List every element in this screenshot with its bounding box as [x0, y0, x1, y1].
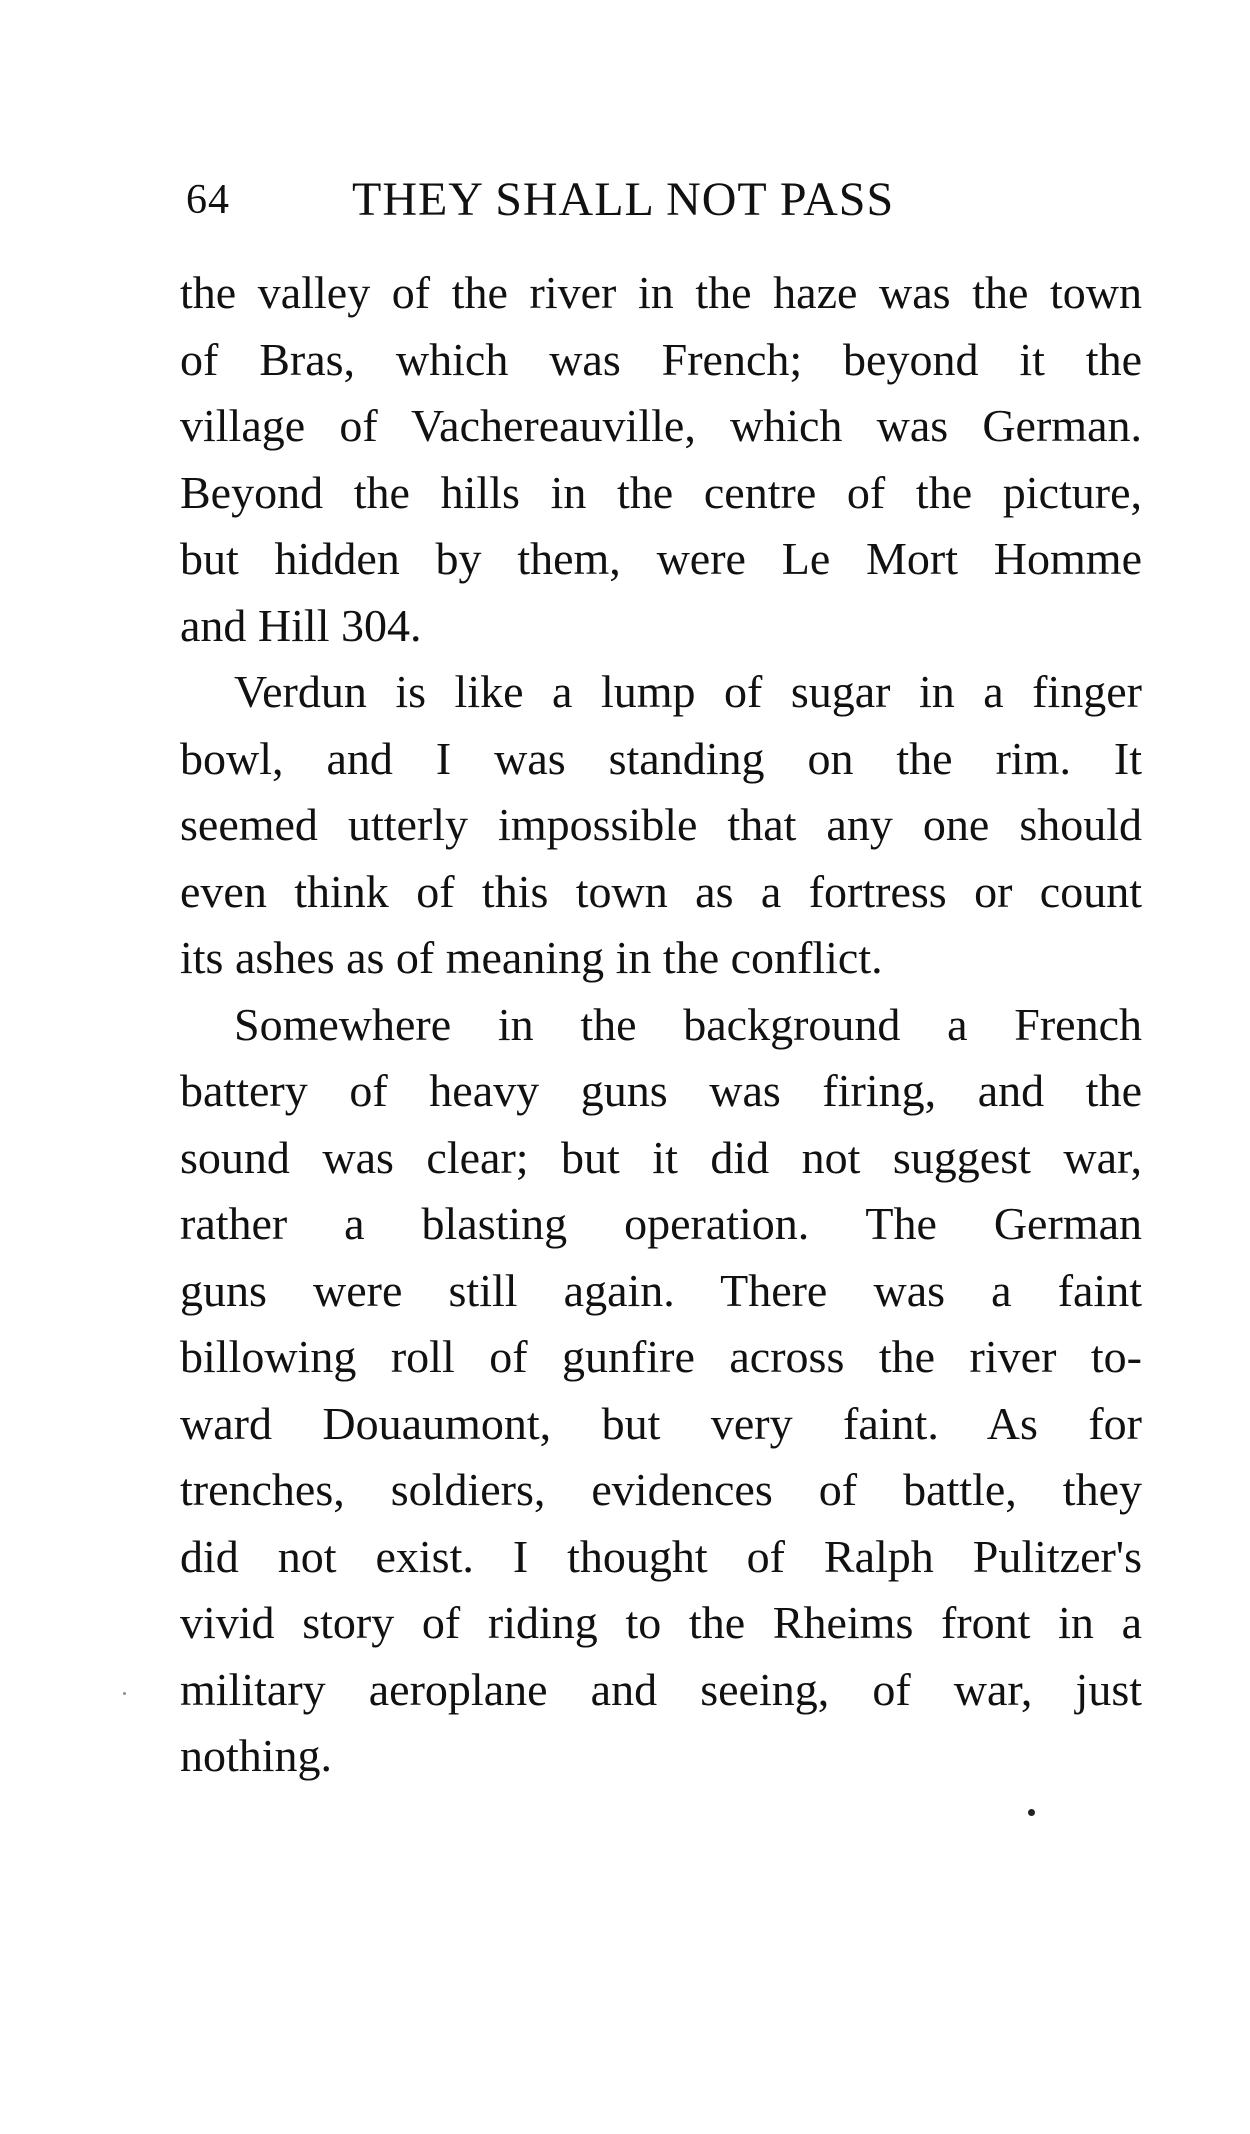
text-line: nothing. [180, 1730, 333, 1781]
body-text [180, 260, 1142, 1790]
text-line: bowl, and I was standing on the rim. It [180, 732, 1142, 784]
text-line: the valley of the river in the haze was the town [180, 267, 1142, 318]
scan-speck [1028, 1809, 1035, 1816]
running-head [180, 170, 1140, 230]
text-line: rather a blasting operation. The German [180, 1198, 1142, 1249]
text-line: did not exist. I thought of Ralph Pulitzer's [180, 1530, 1142, 1582]
page-number: 64 [186, 177, 230, 223]
text-line: its ashes as of meaning in the conflict. [180, 932, 883, 983]
text-line: guns were still again. There was a faint [180, 1264, 1142, 1316]
scan-speck [123, 1692, 126, 1695]
text-line: ward Douaumont, but very faint. As for [180, 1397, 1142, 1449]
text-line: village of Vachereauville, which was German. [180, 400, 1142, 451]
text-line: vivid story of riding to the Rheims front in a [180, 1597, 1142, 1648]
text-line: Somewhere in the background a French [234, 998, 1142, 1050]
text-line: military aeroplane and seeing, of war, just [180, 1663, 1142, 1715]
text-line: Beyond the hills in the centre of the picture, [180, 466, 1142, 518]
text-line: battery of heavy guns was firing, and the [180, 1065, 1142, 1116]
text-line: of Bras, which was French; beyond it the [180, 333, 1142, 385]
text-line: but hidden by them, were Le Mort Homme [180, 533, 1142, 584]
text-line: even think of this town as a fortress or count [180, 865, 1142, 917]
text-line: Verdun is like a lump of sugar in a finger [234, 666, 1142, 717]
text-line: sound was clear; but it did not suggest war, [180, 1131, 1142, 1183]
text-line: billowing roll of gunfire across the river to- [180, 1331, 1142, 1382]
text-line: trenches, soldiers, evidences of battle, they [180, 1464, 1142, 1515]
running-title: THEY SHALL NOT PASS [352, 173, 895, 226]
text-line: seemed utterly impossible that any one should [180, 799, 1142, 850]
text-line: and Hill 304. [180, 599, 422, 651]
